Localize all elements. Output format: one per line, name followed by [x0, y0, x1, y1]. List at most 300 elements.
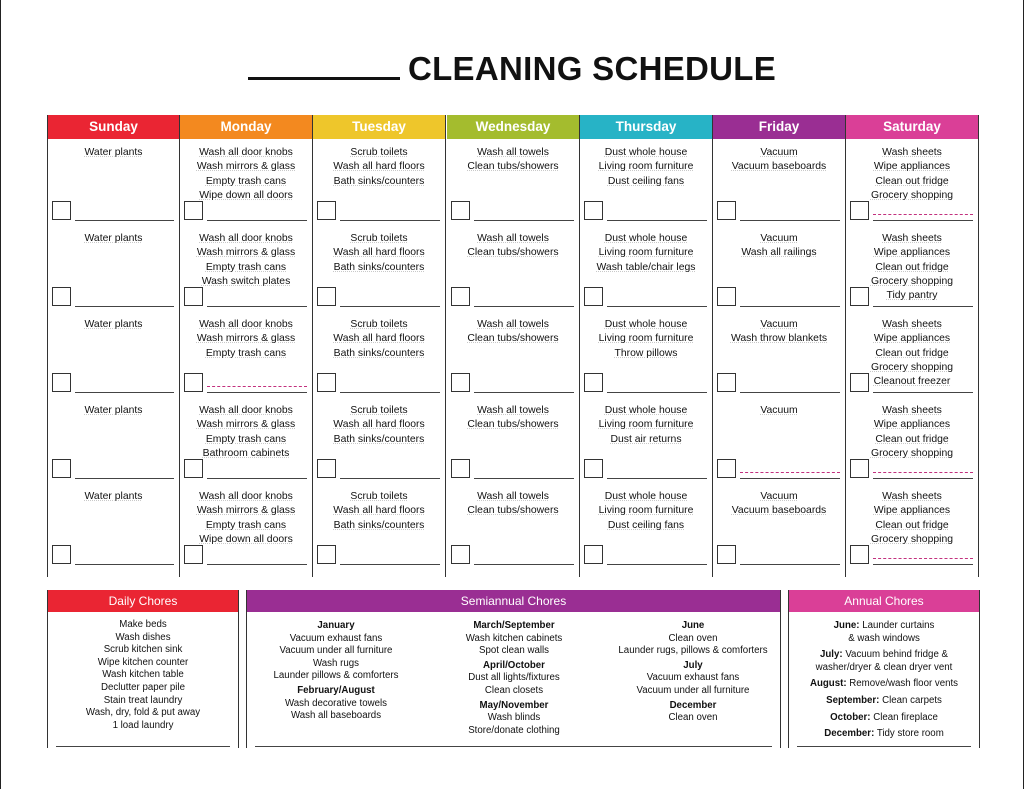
page-title: [0, 50, 1024, 88]
task-item: [580, 347, 712, 361]
week-cell: [447, 225, 579, 311]
cell-underline: [607, 306, 707, 307]
task-text: Empty trash cans: [205, 433, 287, 445]
task-item: [180, 246, 312, 260]
checkbox[interactable]: [717, 373, 736, 392]
task-item: [580, 160, 712, 174]
annual-chore-entry: [789, 678, 979, 691]
task-item: [713, 318, 845, 332]
annual-month: October:: [830, 711, 871, 723]
cell-underline: [75, 564, 174, 565]
daily-chore-item: Wash, dry, fold & put away: [85, 707, 201, 719]
week-cell: [48, 397, 179, 483]
checkbox[interactable]: [850, 373, 869, 392]
semiannual-task: Spot clean walls: [478, 645, 549, 657]
task-item: [180, 347, 312, 361]
task-item: [846, 146, 978, 160]
task-text: Bath sinks/counters: [333, 519, 425, 531]
semiannual-task: Wash rugs: [313, 657, 359, 669]
checkbox[interactable]: [717, 545, 736, 564]
task-text: Cleanout freezer: [873, 376, 951, 388]
task-item: [846, 504, 978, 518]
annual-month: July:: [819, 649, 843, 661]
cell-underline: [740, 564, 840, 565]
day-column-saturday: [846, 115, 979, 577]
task-text: Wash all door knobs: [199, 233, 293, 244]
day-column-friday: [713, 115, 846, 577]
cell-underline: [873, 392, 973, 393]
checkbox[interactable]: [451, 545, 470, 564]
task-text: Clean out fridge: [875, 175, 949, 187]
task-list: [846, 483, 978, 547]
task-item: [846, 160, 978, 174]
task-list: [580, 483, 712, 533]
checkbox[interactable]: [584, 201, 603, 220]
checkbox[interactable]: [317, 373, 336, 392]
panel-bottom-line: [56, 746, 230, 747]
checkbox[interactable]: [850, 545, 869, 564]
checkbox[interactable]: [451, 459, 470, 478]
daily-chores-list: [48, 612, 238, 732]
task-text: Vacuum: [760, 405, 798, 416]
task-text: Throw pillows: [614, 347, 678, 359]
weekly-grid: [47, 115, 980, 577]
semiannual-month: January: [317, 620, 355, 631]
task-text: Vacuum baseboards: [731, 161, 827, 173]
task-text: Living room furniture: [598, 161, 694, 173]
checkbox[interactable]: [717, 287, 736, 306]
annual-chore-line: [789, 620, 979, 633]
task-item: [180, 232, 312, 246]
checkbox[interactable]: [52, 545, 71, 564]
annual-chore-line: [789, 728, 979, 741]
week-cell: [846, 483, 978, 569]
task-text: Scrub toilets: [350, 319, 408, 330]
task-list: [180, 139, 312, 203]
task-list: [580, 311, 712, 361]
task-text: Wipe appliances: [873, 505, 951, 517]
task-item: [580, 232, 712, 246]
task-item: [313, 404, 445, 418]
task-text: Living room furniture: [598, 419, 694, 431]
checkbox[interactable]: [584, 287, 603, 306]
task-text: Empty trash cans: [205, 347, 287, 359]
task-list: [713, 225, 845, 261]
week-cell: [313, 483, 445, 569]
task-item: [580, 261, 712, 275]
task-list: [180, 397, 312, 461]
task-text: Wash all towels: [477, 319, 549, 330]
task-list: [447, 483, 579, 519]
checkbox[interactable]: [184, 373, 203, 392]
task-list: [447, 225, 579, 261]
task-text: Clean tubs/showers: [467, 505, 559, 517]
task-item: [447, 418, 579, 432]
semiannual-task: Wash all baseboards: [290, 710, 382, 722]
checkbox[interactable]: [184, 201, 203, 220]
task-text: Wash sheets: [882, 233, 942, 244]
week-cell: [48, 225, 179, 311]
week-cell: [447, 139, 579, 225]
cell-underline: [207, 564, 307, 565]
task-list: [180, 311, 312, 361]
checkbox[interactable]: [52, 201, 71, 220]
annual-task: Clean carpets: [882, 694, 942, 706]
task-item: [313, 433, 445, 447]
task-item: [313, 261, 445, 275]
week-cell: [447, 311, 579, 397]
checkbox[interactable]: [850, 201, 869, 220]
annual-chores-list: [789, 612, 979, 741]
day-header-saturday: Saturday: [846, 115, 978, 139]
task-item: [313, 246, 445, 260]
task-text: Wash all door knobs: [199, 405, 293, 416]
task-item: [313, 418, 445, 432]
task-item: [580, 146, 712, 160]
cell-underline: [207, 306, 307, 307]
task-item: [180, 433, 312, 447]
task-item: [713, 146, 845, 160]
task-item: [313, 347, 445, 361]
task-item: [846, 318, 978, 332]
checkbox[interactable]: [584, 373, 603, 392]
task-text: Tidy pantry: [886, 290, 938, 302]
semiannual-task: Launder rugs, pillows & comforters: [618, 645, 768, 657]
daily-chore-item: Stain treat laundry: [103, 694, 183, 706]
task-item: [447, 404, 579, 418]
week-cell: [580, 483, 712, 569]
checkbox[interactable]: [184, 287, 203, 306]
task-list: [180, 225, 312, 289]
annual-month: August:: [809, 678, 847, 690]
task-text: Vacuum: [760, 491, 798, 502]
checkbox[interactable]: [184, 545, 203, 564]
task-list: [48, 483, 179, 504]
task-item: [447, 332, 579, 346]
checkbox[interactable]: [52, 373, 71, 392]
week-cell: [713, 483, 845, 569]
task-text: Empty trash cans: [205, 261, 287, 273]
annual-task-continued: & wash windows: [848, 632, 920, 644]
annual-chores-header: Annual Chores: [789, 590, 979, 612]
daily-chore-item: Wipe kitchen counter: [97, 656, 189, 668]
week-cell: [713, 397, 845, 483]
task-list: [48, 311, 179, 332]
task-item: [48, 318, 179, 332]
cell-underline: [207, 220, 307, 221]
task-text: Clean tubs/showers: [467, 419, 559, 431]
annual-task: Vacuum behind fridge &: [845, 649, 948, 661]
task-list: [48, 397, 179, 418]
checkbox[interactable]: [52, 287, 71, 306]
checkbox[interactable]: [850, 459, 869, 478]
task-text: Dust ceiling fans: [607, 519, 685, 531]
task-text: Dust whole house: [604, 233, 688, 244]
task-text: Wash sheets: [882, 491, 942, 502]
semiannual-month: March/September: [473, 620, 555, 631]
week-cell: [580, 311, 712, 397]
semiannual-column: [612, 620, 774, 725]
checkbox[interactable]: [317, 459, 336, 478]
title-text: CLEANING SCHEDULE: [407, 50, 777, 87]
week-cell: [580, 139, 712, 225]
task-item: [713, 332, 845, 346]
week-cell: [846, 397, 978, 483]
semiannual-task: Wash kitchen cabinets: [465, 632, 563, 644]
daily-chore-item: 1 load laundry: [112, 719, 174, 731]
week-cell: [713, 311, 845, 397]
write-in-line[interactable]: [740, 472, 840, 473]
task-text: Dust whole house: [604, 147, 688, 158]
task-item: [180, 418, 312, 432]
task-item: [846, 175, 978, 189]
annual-chore-line: [789, 678, 979, 691]
task-text: Wash mirrors & glass: [196, 419, 296, 431]
task-item: [180, 261, 312, 275]
cell-underline: [607, 478, 707, 479]
daily-chores-header: Daily Chores: [48, 590, 238, 612]
task-text: Wash all door knobs: [199, 147, 293, 158]
daily-chore-item: Wash dishes: [115, 631, 171, 643]
task-text: Clean out fridge: [875, 261, 949, 273]
checkbox[interactable]: [584, 459, 603, 478]
task-text: Living room furniture: [598, 505, 694, 517]
task-text: Scrub toilets: [350, 147, 408, 158]
task-text: Wash throw blankets: [730, 333, 828, 345]
week-cell: [180, 483, 312, 569]
task-text: Wash all hard floors: [333, 505, 425, 517]
annual-task: Tidy store room: [876, 728, 944, 740]
semiannual-month: June: [681, 620, 705, 631]
cell-underline: [340, 564, 440, 565]
task-text: Living room furniture: [598, 333, 694, 345]
day-column-thursday: [580, 115, 713, 577]
task-item: [846, 232, 978, 246]
day-column-wednesday: [447, 115, 580, 577]
task-text: Dust air returns: [610, 433, 682, 445]
cell-underline: [873, 564, 973, 565]
checkbox[interactable]: [717, 201, 736, 220]
semiannual-task: Store/donate clothing: [468, 724, 560, 736]
cell-underline: [207, 392, 307, 393]
checkbox[interactable]: [451, 201, 470, 220]
semiannual-chores-header: Semiannual Chores: [247, 590, 780, 612]
week-cell: [580, 397, 712, 483]
cell-underline: [607, 220, 707, 221]
task-text: Wash all towels: [477, 147, 549, 158]
task-list: [580, 397, 712, 447]
semiannual-column: [255, 620, 417, 723]
task-item: [580, 519, 712, 533]
week-cell: [447, 483, 579, 569]
task-item: [447, 504, 579, 518]
task-item: [846, 347, 978, 361]
cell-underline: [873, 478, 973, 479]
task-item: [580, 418, 712, 432]
task-item: [713, 490, 845, 504]
task-item: [313, 504, 445, 518]
task-text: Wash mirrors & glass: [196, 333, 296, 345]
task-text: Wash sheets: [882, 147, 942, 158]
task-text: Wash all door knobs: [199, 491, 293, 502]
semiannual-task: Clean oven: [668, 632, 718, 644]
cell-underline: [340, 392, 440, 393]
week-cell: [180, 139, 312, 225]
task-text: Clean tubs/showers: [467, 247, 559, 259]
checkbox[interactable]: [317, 545, 336, 564]
task-text: Wash mirrors & glass: [196, 505, 296, 517]
task-item: [846, 332, 978, 346]
checkbox[interactable]: [850, 287, 869, 306]
day-column-tuesday: [313, 115, 446, 577]
task-text: Vacuum: [760, 147, 798, 158]
task-item: [846, 433, 978, 447]
checkbox[interactable]: [184, 459, 203, 478]
cell-underline: [75, 306, 174, 307]
task-item: [713, 160, 845, 174]
semiannual-month: May/November: [479, 699, 549, 711]
task-list: [48, 139, 179, 160]
cell-underline: [740, 478, 840, 479]
checkbox[interactable]: [317, 201, 336, 220]
task-text: Clean out fridge: [875, 433, 949, 445]
task-text: Empty trash cans: [205, 519, 287, 531]
task-item: [846, 261, 978, 275]
task-list: [846, 139, 978, 203]
task-item: [713, 232, 845, 246]
panel-bottom-line: [255, 746, 772, 747]
task-text: Water plants: [84, 491, 143, 502]
checkbox[interactable]: [52, 459, 71, 478]
write-in-line[interactable]: [873, 558, 973, 559]
task-text: Dust whole house: [604, 405, 688, 416]
annual-month: September:: [826, 694, 880, 706]
task-text: Wash all hard floors: [333, 247, 425, 259]
task-item: [580, 318, 712, 332]
week-cell: [713, 225, 845, 311]
task-item: [180, 160, 312, 174]
annual-task: Remove/wash floor vents: [849, 678, 959, 690]
task-item: [180, 504, 312, 518]
day-header-thursday: Thursday: [580, 115, 712, 139]
task-text: Clean tubs/showers: [467, 333, 559, 345]
task-list: [313, 397, 445, 447]
task-text: Clean out fridge: [875, 347, 949, 359]
cell-underline: [340, 220, 440, 221]
task-item: [580, 433, 712, 447]
cell-underline: [607, 392, 707, 393]
cell-underline: [740, 306, 840, 307]
task-text: Wash all door knobs: [199, 319, 293, 330]
task-text: Water plants: [84, 233, 143, 244]
write-in-line[interactable]: [873, 214, 973, 215]
week-cell: [180, 311, 312, 397]
cell-underline: [474, 564, 574, 565]
write-in-line[interactable]: [207, 386, 307, 387]
task-text: Clean out fridge: [875, 519, 949, 531]
week-cell: [846, 311, 978, 397]
cell-underline: [474, 306, 574, 307]
week-cell: [313, 225, 445, 311]
write-in-line[interactable]: [873, 472, 973, 473]
cell-underline: [873, 220, 973, 221]
week-cell: [580, 225, 712, 311]
task-text: Bath sinks/counters: [333, 175, 425, 187]
task-item: [580, 504, 712, 518]
task-item: [180, 332, 312, 346]
daily-chore-item: Scrub kitchen sink: [103, 644, 183, 656]
task-text: Wipe down all doors: [199, 189, 293, 201]
task-text: Water plants: [84, 405, 143, 416]
semiannual-month: February/August: [297, 684, 375, 696]
semiannual-task: Launder pillows & comforters: [273, 670, 399, 682]
task-text: Wash sheets: [882, 405, 942, 416]
task-text: Wipe appliances: [873, 247, 951, 259]
task-item: [313, 332, 445, 346]
task-text: Scrub toilets: [350, 405, 408, 416]
task-text: Wipe appliances: [873, 333, 951, 345]
day-header-monday: Monday: [180, 115, 312, 139]
checkbox[interactable]: [451, 373, 470, 392]
task-item: [313, 175, 445, 189]
week-cell: [48, 139, 179, 225]
annual-task: Launder curtains: [862, 620, 935, 631]
cell-underline: [474, 478, 574, 479]
task-text: Wash switch plates: [201, 275, 291, 287]
title-blank-line[interactable]: [248, 51, 400, 80]
week-cell: [846, 225, 978, 311]
week-cell: [48, 311, 179, 397]
cell-underline: [740, 392, 840, 393]
checkbox[interactable]: [317, 287, 336, 306]
daily-chore-item: Make beds: [119, 619, 167, 630]
task-list: [313, 225, 445, 275]
task-text: Bath sinks/counters: [333, 261, 425, 273]
day-header-tuesday: Tuesday: [313, 115, 445, 139]
task-text: Wipe appliances: [873, 419, 951, 431]
task-list: [313, 139, 445, 189]
annual-chore-entry: [789, 695, 979, 708]
task-list: [580, 225, 712, 275]
checkbox[interactable]: [451, 287, 470, 306]
task-item: [447, 246, 579, 260]
annual-chores-panel: [788, 590, 980, 748]
task-list: [313, 483, 445, 533]
semiannual-task: Vacuum under all furniture: [636, 684, 750, 696]
task-item: [580, 246, 712, 260]
task-item: [580, 332, 712, 346]
task-item: [846, 519, 978, 533]
task-list: [580, 139, 712, 189]
cell-underline: [607, 564, 707, 565]
task-text: Wash mirrors & glass: [196, 247, 296, 259]
panel-bottom-line: [797, 746, 971, 747]
daily-chores-panel: [47, 590, 239, 748]
task-list: [447, 311, 579, 347]
cell-underline: [340, 306, 440, 307]
annual-month: June:: [833, 620, 860, 631]
task-text: Grocery shopping: [870, 189, 953, 201]
task-text: Wash mirrors & glass: [196, 161, 296, 173]
task-text: Grocery shopping: [870, 533, 953, 545]
semiannual-month: July: [683, 659, 703, 671]
checkbox[interactable]: [717, 459, 736, 478]
annual-task: Clean fireplace: [873, 711, 938, 723]
checkbox[interactable]: [584, 545, 603, 564]
task-item: [447, 160, 579, 174]
task-text: Grocery shopping: [870, 447, 953, 459]
annual-chore-line: [789, 649, 979, 662]
